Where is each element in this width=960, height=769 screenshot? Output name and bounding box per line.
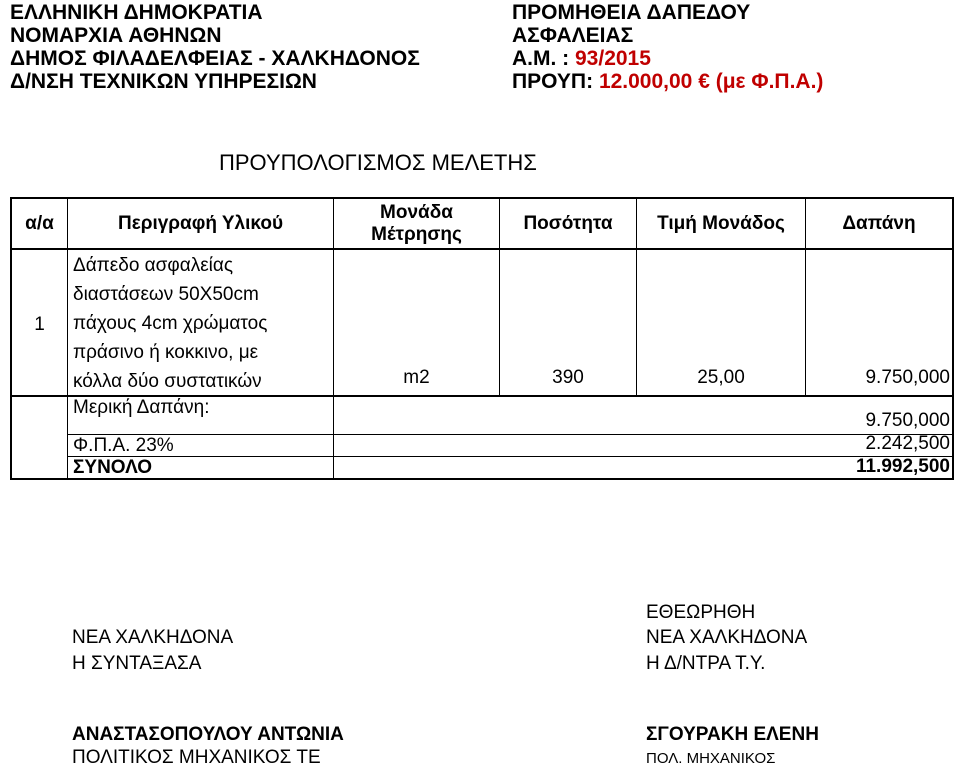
header-project-subtitle: ΑΣΦΑΛΕΙΑΣ: [512, 24, 634, 47]
column-header-unit-line2: Μέτρησης: [371, 224, 462, 245]
header-municipality: ΔΗΜΟΣ ΦΙΛΑΔΕΛΦΕΙΑΣ - ΧΑΛΚΗΔΟΝΟΣ: [10, 47, 420, 70]
right-signature-checked: ΕΘΕΩΡΗΘΗ: [646, 602, 756, 623]
header-study-number: [512, 48, 651, 70]
column-header-quantity: Ποσότητα: [523, 213, 613, 234]
column-header-description: Περιγραφή Υλικού: [117, 213, 284, 234]
column-header-unit-line1: Μονάδα: [380, 202, 453, 223]
description-line: κόλλα δύο συστατικών: [73, 371, 262, 392]
description-line: διαστάσεων 50Χ50cm: [73, 284, 259, 305]
budget-value: 12.000,00 € (με Φ.Π.Α.): [598, 70, 824, 93]
description-line: πάχους 4cm χρώματος: [73, 313, 268, 334]
right-signature-title: ΠΟΛ. ΜΗΧΑΝΙΚΟΣ: [646, 750, 776, 767]
header-country: ΕΛΛΗΝΙΚΗ ΔΗΜΟΚΡΑΤΙΑ: [10, 1, 263, 24]
row-unit-price: 25,00: [697, 367, 745, 388]
left-signature-place: ΝΕΑ ΧΑΛΚΗΔΟΝΑ: [72, 627, 234, 648]
row-cost: 9.750,000: [865, 367, 950, 388]
budget-label: ΠΡΟΥΠ:: [512, 70, 599, 93]
right-signature-place: ΝΕΑ ΧΑΛΚΗΔΟΝΑ: [646, 627, 808, 648]
partial-cost-value: 9.750,000: [865, 410, 950, 431]
right-signature-role: Η Δ/ΝΤΡΑ Τ.Υ.: [646, 653, 766, 674]
row-quantity: 390: [552, 367, 584, 388]
left-signature-title: ΠΟΛΙΤΙΚΟΣ ΜΗΧΑΝΙΚΟΣ ΤΕ: [72, 747, 321, 768]
right-signature-name: ΣΓΟΥΡΑΚΗ ΕΛΕΝΗ: [646, 724, 819, 745]
vat-value: 2.242,500: [865, 433, 950, 454]
partial-cost-label: Μερική Δαπάνη:: [73, 397, 210, 418]
left-signature-name: ΑΝΑΣΤΑΣΟΠΟΥΛΟΥ ΑΝΤΩΝΙΑ: [72, 724, 344, 745]
header-department: Δ/ΝΣΗ ΤΕΧΝΙΚΩΝ ΥΠΗΡΕΣΙΩΝ: [10, 70, 317, 93]
left-signature-role: Η ΣΥΝΤΑΞΑΣΑ: [72, 653, 202, 674]
header-budget: [512, 71, 823, 93]
column-header-unit-price: Τιμή Μονάδος: [657, 213, 785, 234]
column-header-aa: α/α: [25, 213, 54, 234]
page-title: ΠΡΟΥΠΟΛΟΓΙΣΜΟΣ ΜΕΛΕΤΗΣ: [219, 150, 537, 175]
study-number-label: Α.Μ. :: [512, 47, 575, 70]
study-number-value: 93/2015: [575, 47, 651, 70]
vat-label: Φ.Π.Α. 23%: [73, 435, 174, 456]
header-prefecture: ΝΟΜΑΡΧΙΑ ΑΘΗΝΩΝ: [10, 24, 222, 47]
total-label: ΣΥΝΟΛΟ: [73, 457, 153, 478]
row-unit: m2: [403, 367, 430, 388]
description-line: πράσινο ή κοκκινο, με: [73, 342, 259, 363]
column-header-unit: [334, 202, 499, 246]
description-line: Δάπεδο ασφαλείας: [73, 255, 234, 276]
column-header-cost: Δαπάνη: [842, 213, 916, 234]
header-project-title: ΠΡΟΜΗΘΕΙΑ ΔΑΠΕΔΟΥ: [512, 1, 751, 24]
row-aa: 1: [34, 314, 45, 335]
row-description: [73, 251, 267, 396]
total-value: 11.992,500: [855, 456, 950, 477]
